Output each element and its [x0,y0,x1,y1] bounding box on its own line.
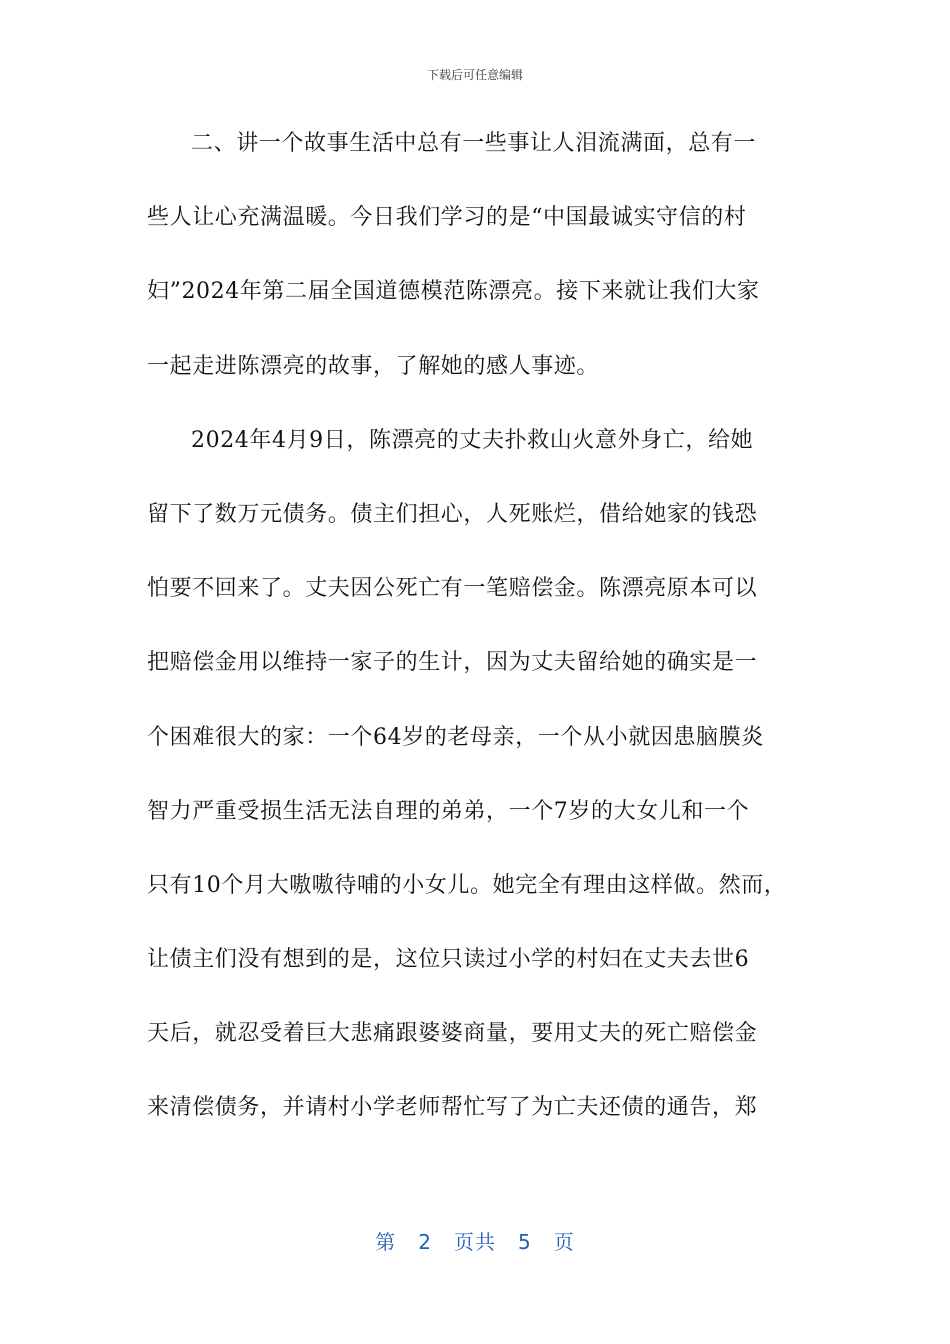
page-suffix: 页 [553,1230,575,1254]
paragraph-line: 智力严重受损生活无法自理的弟弟，一个7岁的大女儿和一个 [147,798,750,824]
paragraph-line: 一起走进陈漂亮的故事，了解她的感人事迹。 [147,353,600,379]
paragraph-line: 怕要不回来了。丈夫因公死亡有一笔赔偿金。陈漂亮原本可以 [147,576,758,602]
paragraph-line: 让债主们没有想到的是，这位只读过小学的村妇在丈夫去世6 [147,947,750,973]
page-total: 5 [518,1230,532,1254]
paragraph-line: 来清偿债务，并请村小学老师帮忙写了为亡夫还债的通告，郑 [147,1095,758,1121]
page-current: 2 [418,1230,432,1254]
paragraph-line: 2024年4月9日，陈漂亮的丈夫扑救山火意外身亡，给她 [191,427,754,453]
paragraph-line: 把赔偿金用以维持一家子的生计，因为丈夫留给她的确实是一 [147,650,758,676]
header-note: 下载后可任意编辑 [426,68,523,82]
paragraph-line: 只有10个月大嗷嗷待哺的小女儿。她完全有理由这样做。然而， [147,872,787,898]
paragraph-line: 留下了数万元债务。债主们担心，人死账烂，借给她家的钱恐 [147,501,758,527]
paragraph-line: 天后，就忍受着巨大悲痛跟婆婆商量，要用丈夫的死亡赔偿金 [147,1021,758,1047]
paragraph-line: 妇”2024年第二届全国道德模范陈漂亮。接下来就让我们大家 [147,279,760,305]
page-mid: 页共 [454,1230,496,1254]
paragraph-line: 二、讲一个故事生活中总有一些事让人泪流满面，总有一 [191,131,757,156]
paragraph-line: 些人让心充满温暖。今日我们学习的是“中国最诚实守信的村 [147,205,747,231]
page-number-footer [0,1226,950,1255]
body-text [147,122,817,1161]
paragraph-line: 个困难很大的家：一个64岁的老母亲，一个从小就因患脑膜炎 [147,724,764,750]
page-prefix: 第 [375,1230,397,1254]
